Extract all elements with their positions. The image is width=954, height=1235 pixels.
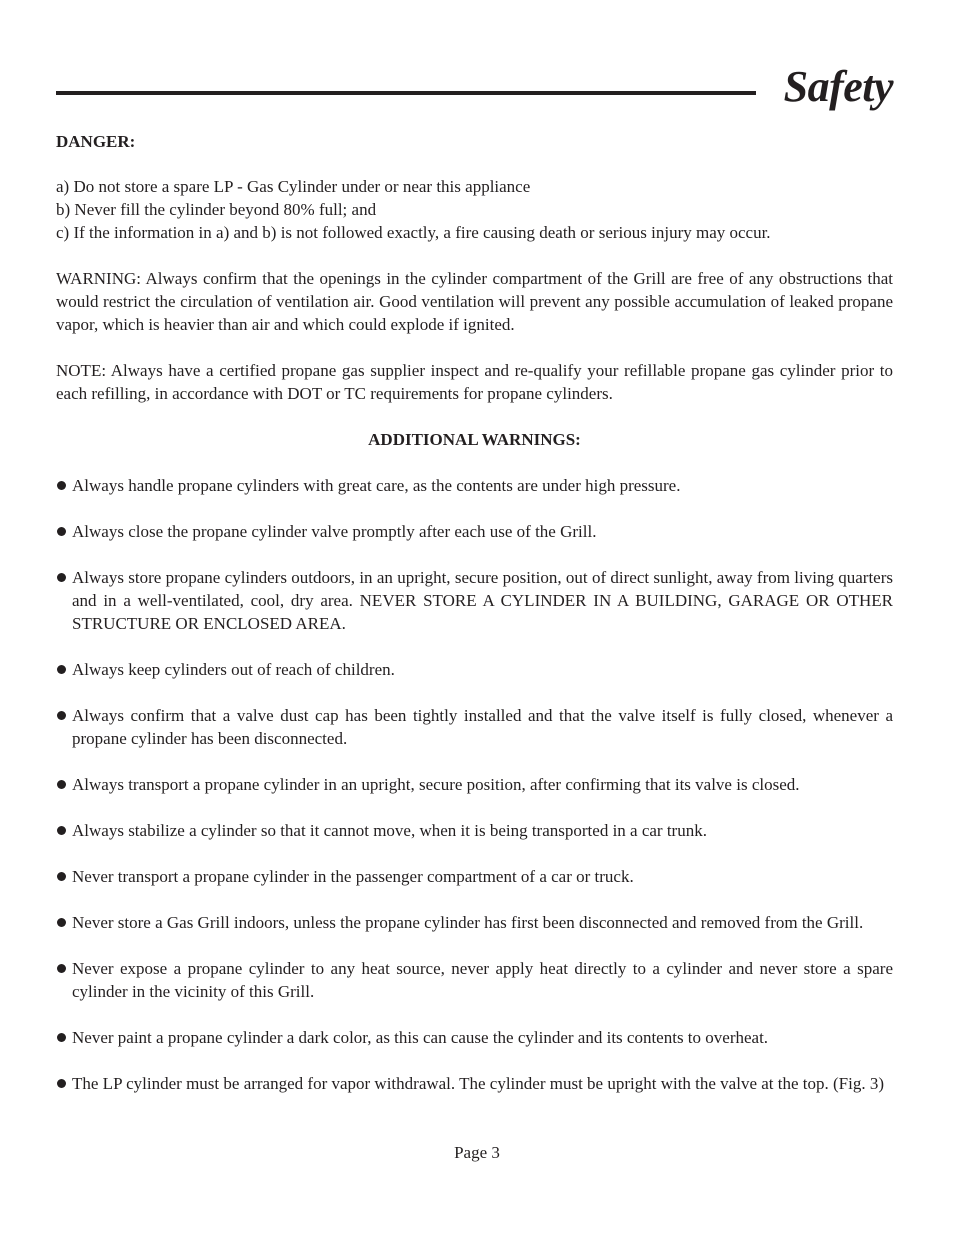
bullet-icon xyxy=(57,573,66,582)
danger-item-b: b) Never fill the cylinder beyond 80% full; and xyxy=(56,200,377,219)
list-item xyxy=(56,865,893,888)
bullet-text: Always handle propane cylinders with great care, as the contents are under high pressure. xyxy=(72,476,681,495)
warning-paragraph: WARNING: Always confirm that the openings in the cylinder compartment of the Grill are free of any obstructions that would restrict the circulation of ventilation air. Good ventilation will prevent any possible accumulation of leaked propane vapor, which is heavier than air and which could explode if ignited. xyxy=(56,269,893,334)
bullet-text: Never paint a propane cylinder a dark color, as this can cause the cylinder and its contents to overheat. xyxy=(72,1028,769,1047)
bullet-text: Always keep cylinders out of reach of children. xyxy=(72,660,395,679)
bullet-text: Always close the propane cylinder valve promptly after each use of the Grill. xyxy=(72,522,597,541)
additional-warnings-list xyxy=(56,474,893,1095)
bullet-text: Always store propane cylinders outdoors, in an upright, secure position, out of direct sunlight, away from living quarters and in a well-ventilated, cool, dry area. NEVER STORE A CYLINDER IN A BUILDING, GARAGE OR OTHER STRUCTURE OR ENCLOSED AREA. xyxy=(72,568,893,633)
bullet-icon xyxy=(57,481,66,490)
note-paragraph: NOTE: Always have a certified propane gas supplier inspect and re-qualify your refillable propane gas cylinder prior to each refilling, in accordance with DOT or TC requirements for propane cylinders. xyxy=(56,361,893,403)
bullet-text: Never store a Gas Grill indoors, unless the propane cylinder has first been disconnected and removed from the Grill. xyxy=(72,913,864,932)
bullet-text: Always confirm that a valve dust cap has been tightly installed and that the valve itself is fully closed, whenever a propane cylinder has been disconnected. xyxy=(72,706,893,748)
header-rule xyxy=(56,91,756,95)
bullet-text: Never expose a propane cylinder to any heat source, never apply heat directly to a cylinder and never store a spare cylinder in the vicinity of this Grill. xyxy=(72,959,893,1001)
bullet-icon xyxy=(57,711,66,720)
list-item xyxy=(56,704,893,750)
list-item xyxy=(56,566,893,635)
bullet-icon xyxy=(57,872,66,881)
list-item xyxy=(56,911,893,934)
bullet-icon xyxy=(57,527,66,536)
bullet-text: Never transport a propane cylinder in the passenger compartment of a car or truck. xyxy=(72,867,634,886)
list-item xyxy=(56,773,893,796)
danger-heading: DANGER: xyxy=(56,132,136,151)
bullet-icon xyxy=(57,918,66,927)
bullet-text: Always transport a propane cylinder in an upright, secure position, after confirming that its valve is closed. xyxy=(72,775,800,794)
bullet-icon xyxy=(57,1079,66,1088)
list-item xyxy=(56,1026,893,1049)
page-title: Safety xyxy=(783,62,893,111)
additional-warnings-heading: ADDITIONAL WARNINGS: xyxy=(368,430,581,449)
danger-item-a: a) Do not store a spare LP - Gas Cylinder under or near this appliance xyxy=(56,177,531,196)
bullet-icon xyxy=(57,964,66,973)
bullet-text: The LP cylinder must be arranged for vapor withdrawal. The cylinder must be upright with the valve at the top. (Fig. 3) xyxy=(72,1074,885,1093)
list-item xyxy=(56,474,893,497)
bullet-text: Always stabilize a cylinder so that it cannot move, when it is being transported in a car trunk. xyxy=(72,821,707,840)
list-item xyxy=(56,957,893,1003)
danger-list xyxy=(56,175,893,244)
list-item xyxy=(56,658,893,681)
bullet-icon xyxy=(57,826,66,835)
page-content xyxy=(56,130,893,1118)
list-item xyxy=(56,819,893,842)
bullet-icon xyxy=(57,665,66,674)
list-item xyxy=(56,1072,893,1095)
danger-item-c: c) If the information in a) and b) is not followed exactly, a fire causing death or serious injury may occur. xyxy=(56,223,771,242)
bullet-icon xyxy=(57,780,66,789)
page-number: Page 3 xyxy=(454,1143,500,1162)
bullet-icon xyxy=(57,1033,66,1042)
page-header xyxy=(56,62,893,112)
list-item xyxy=(56,520,893,543)
